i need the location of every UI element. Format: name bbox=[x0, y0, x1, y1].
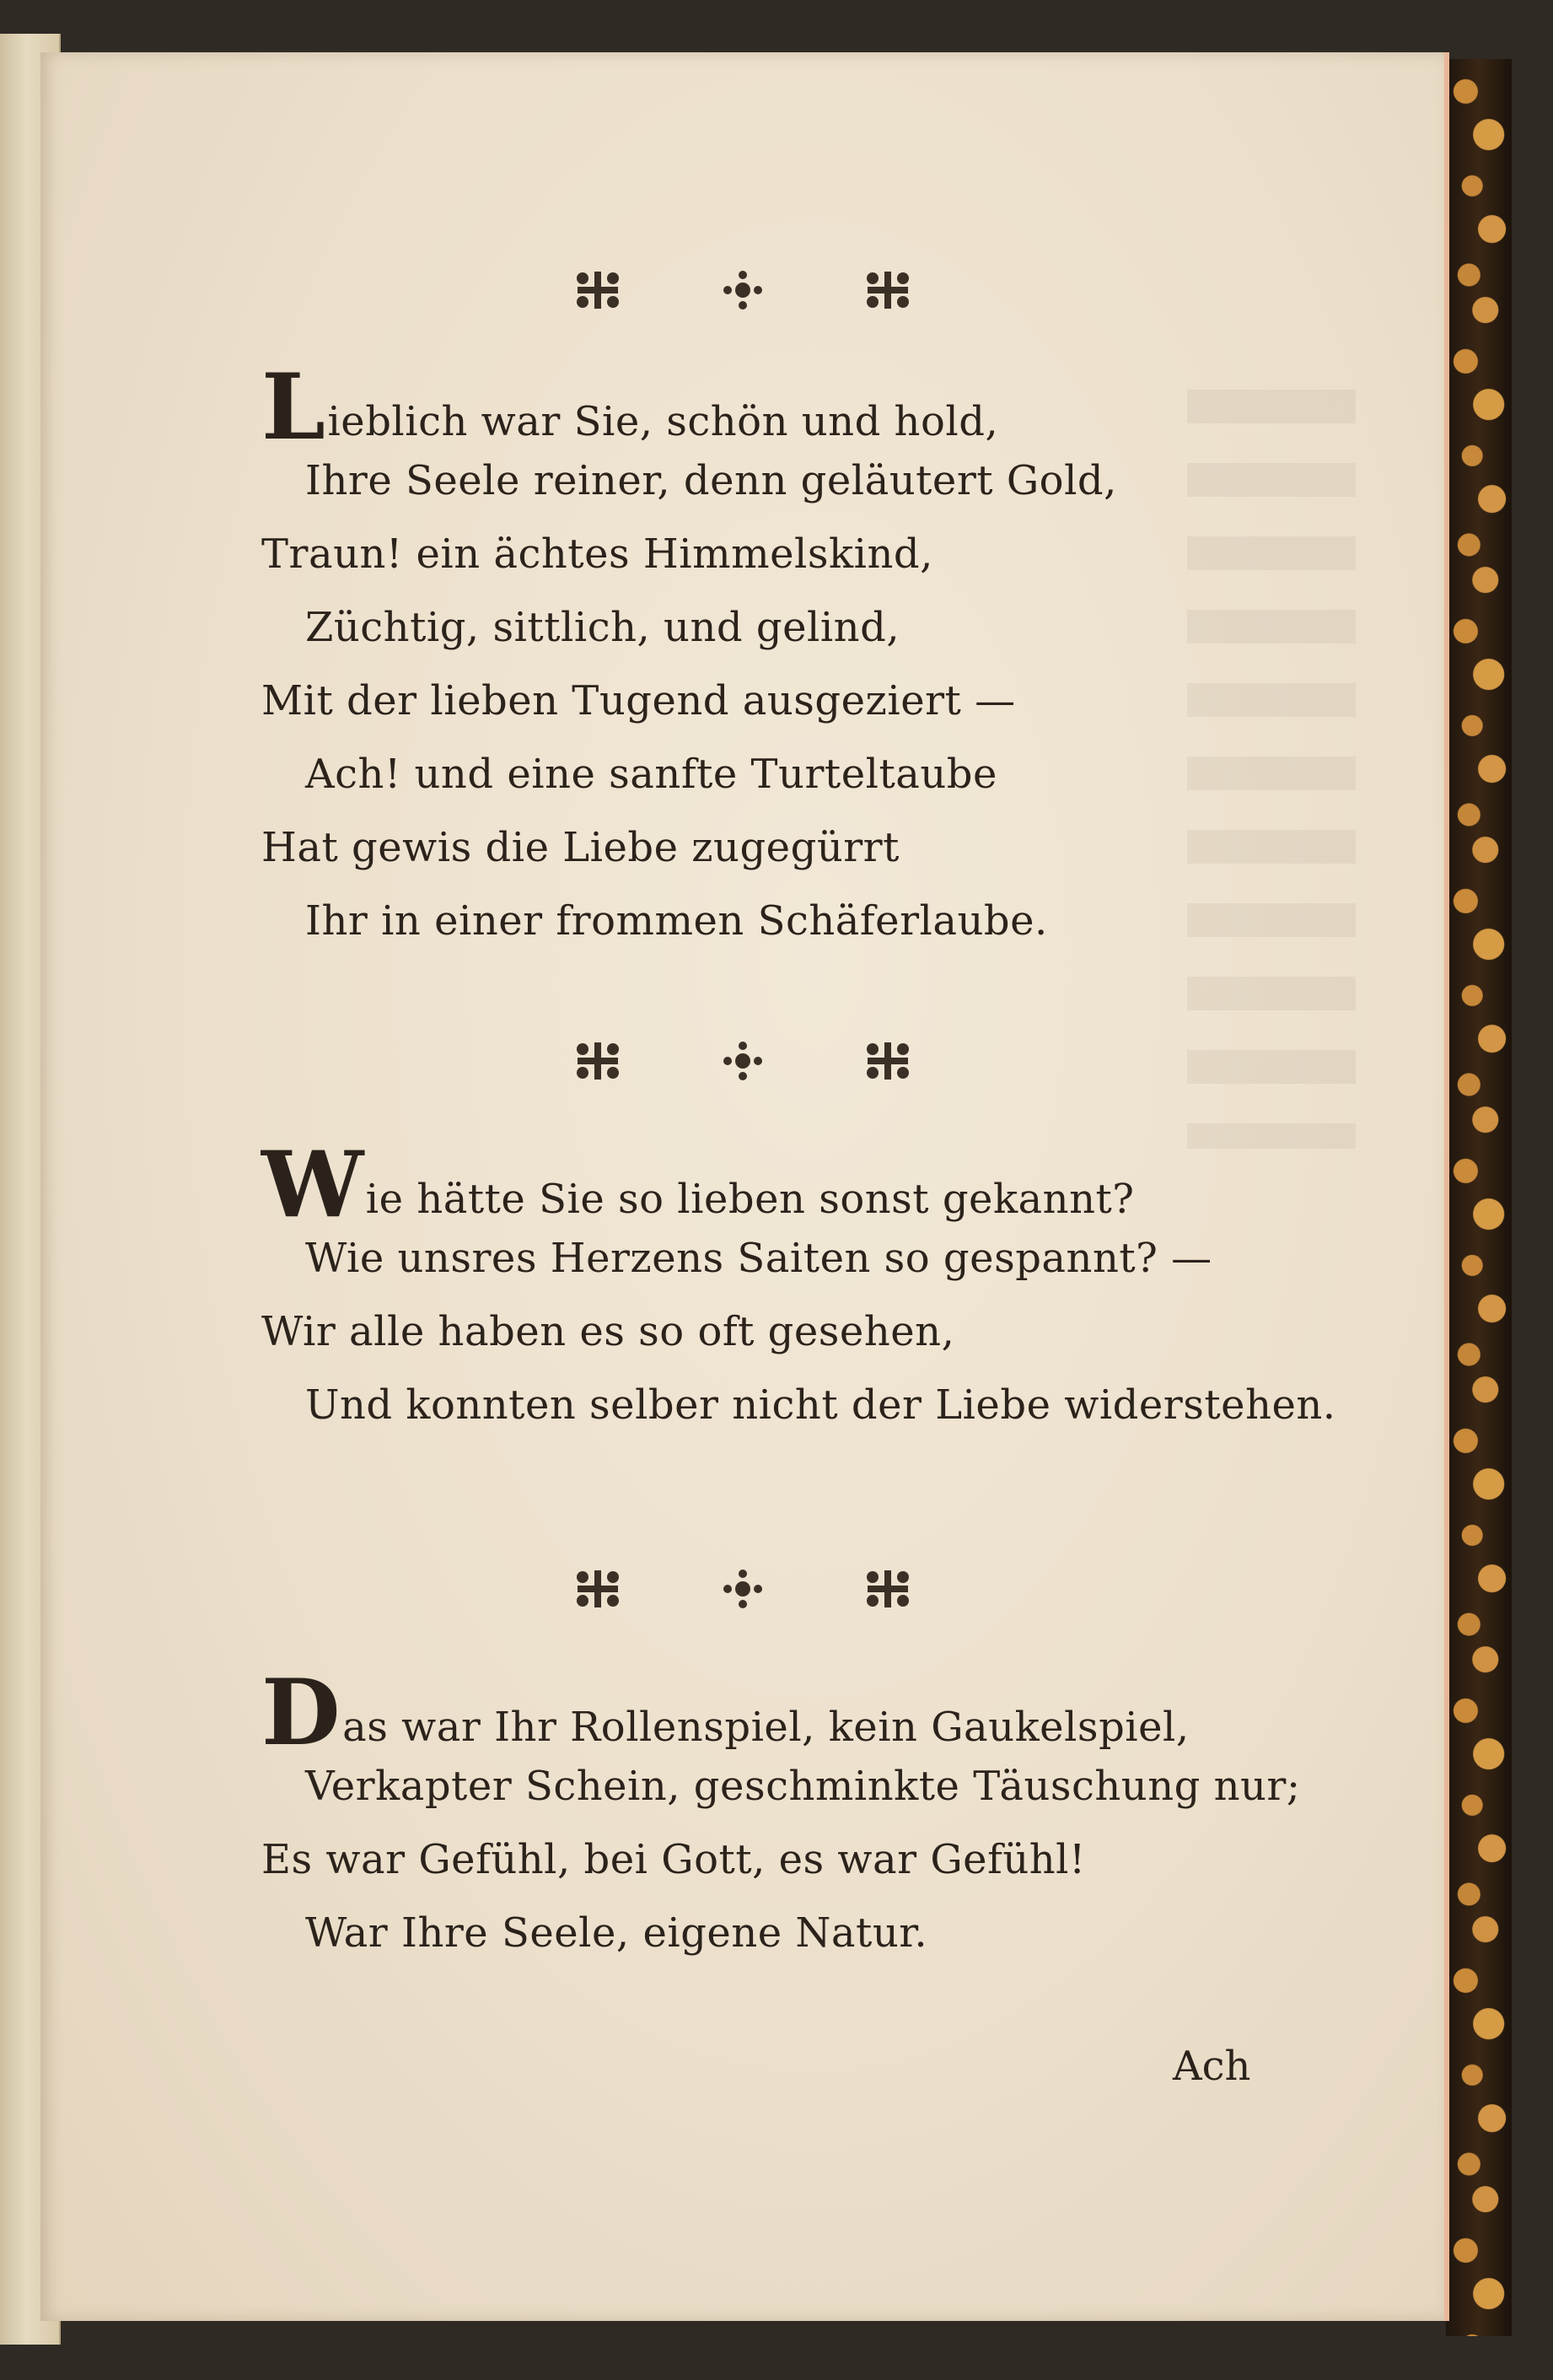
stanza-line: Traun! ein ächtes Himmelskind, bbox=[261, 530, 933, 578]
fleuron-icon bbox=[574, 1041, 621, 1081]
fleuron-icon bbox=[723, 1041, 763, 1081]
stanza-line: Mit der lieben Tugend ausgeziert — bbox=[261, 677, 1016, 724]
fleuron-icon bbox=[864, 1569, 911, 1609]
fleuron-icon bbox=[723, 1569, 763, 1609]
fleuron-icon bbox=[574, 270, 621, 310]
fleuron-icon bbox=[574, 1569, 621, 1609]
book-binding bbox=[1446, 59, 1512, 2336]
drop-cap: W bbox=[261, 1132, 364, 1238]
fleuron-icon bbox=[864, 1041, 911, 1081]
stanza-line: Das war Ihr Rollenspiel, kein Gaukelspiel, bbox=[261, 1660, 1190, 1766]
stanza-line: Es war Gefühl, bei Gott, es war Gefühl! bbox=[261, 1836, 1086, 1883]
stanza-line: Verkapter Schein, geschminkte Täuschung nur; bbox=[305, 1763, 1301, 1810]
stanza-line: Wie hätte Sie so lieben sonst gekannt? bbox=[261, 1132, 1135, 1238]
ornament-divider-1 bbox=[574, 270, 911, 310]
stanza-line: Und konnten selber nicht der Liebe widerstehen. bbox=[305, 1381, 1336, 1429]
catchword: Ach bbox=[1173, 2043, 1251, 2090]
stanza-2 bbox=[261, 1132, 1357, 1442]
stanza-line: Züchtig, sittlich, und gelind, bbox=[305, 604, 900, 651]
ornament-divider-2 bbox=[574, 1041, 911, 1081]
stanza-line: Wie unsres Herzens Saiten so gespannt? — bbox=[305, 1235, 1212, 1282]
stanza-line: War Ihre Seele, eigene Natur. bbox=[305, 1909, 928, 1957]
stanza-line: Ihre Seele reiner, denn geläutert Gold, bbox=[305, 457, 1117, 504]
drop-cap: D bbox=[261, 1660, 341, 1766]
stanza-line: Wir alle haben es so oft gesehen, bbox=[261, 1308, 955, 1355]
fleuron-icon bbox=[723, 270, 763, 310]
stanza-line: Ihr in einer frommen Schäferlaube. bbox=[305, 897, 1048, 945]
stanza-line: Lieblich war Sie, schön und hold, bbox=[261, 354, 999, 460]
book-page bbox=[40, 52, 1449, 2321]
drop-cap: L bbox=[261, 354, 326, 460]
fleuron-icon bbox=[864, 270, 911, 310]
stanza-line: Hat gewis die Liebe zugegürrt bbox=[261, 824, 900, 871]
stanza-3 bbox=[261, 1660, 1357, 1970]
stanza-1 bbox=[261, 354, 1357, 958]
ornament-divider-3 bbox=[574, 1569, 911, 1609]
stanza-line: Ach! und eine sanfte Turteltaube bbox=[305, 751, 997, 798]
